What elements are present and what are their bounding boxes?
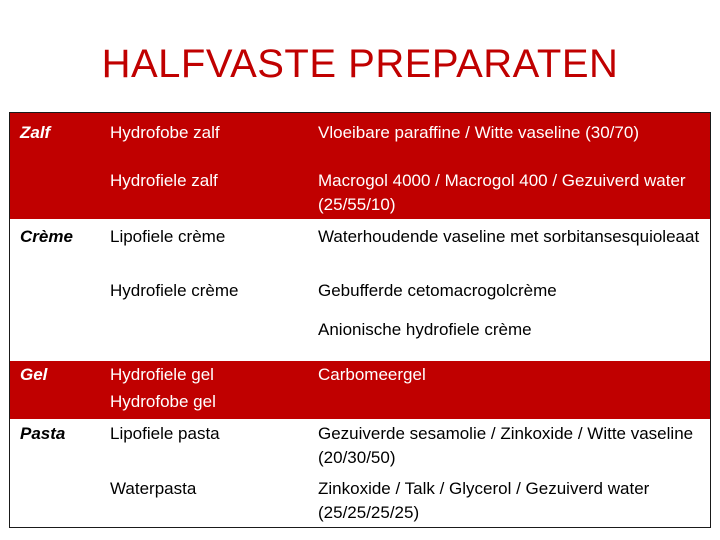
category-gel: Gel [20,365,48,384]
category-pasta: Pasta [20,424,66,443]
composition-hydrofiele-zalf: Macrogol 4000 / Macrogol 400 / Gezuiverd water (25/55/10) [318,171,686,214]
creme-section [10,219,710,361]
composition-hydrofiele-creme: Gebufferde cetomacrogolcrème [318,281,557,300]
zalf-section [10,113,710,219]
composition-carbomeergel: Carbomeergel [318,365,426,384]
type-hydrofiele-gel: Hydrofiele gel [110,365,214,384]
type-hydrofiele-creme: Hydrofiele crème [110,281,239,300]
composition-lipofiele-creme: Waterhoudende vaseline met sorbitansesquioleaat [318,227,700,246]
gel-section [10,361,710,419]
composition-hydrofobe-zalf: Vloeibare paraffine / Witte vaseline (30/70) [318,123,639,142]
composition-lipofiele-pasta: Gezuiverde sesamolie / Zinkoxide / Witte vaseline (20/30/50) [318,424,694,467]
category-creme: Crème [20,227,73,246]
type-hydrofobe-zalf: Hydrofobe zalf [110,123,220,142]
type-hydrofobe-gel: Hydrofobe gel [110,392,216,411]
type-lipofiele-creme: Lipofiele crème [110,227,226,246]
composition-anionische-creme: Anionische hydrofiele crème [318,320,532,339]
preparations-table [9,112,711,528]
type-hydrofiele-zalf: Hydrofiele zalf [110,171,218,190]
type-lipofiele-pasta: Lipofiele pasta [110,424,220,443]
pasta-section [10,419,710,527]
type-waterpasta: Waterpasta [110,479,197,498]
composition-waterpasta: Zinkoxide / Talk / Glycerol / Gezuiverd water (25/25/25/25) [318,479,650,522]
category-zalf: Zalf [20,123,51,142]
page-title: HALFVASTE PREPARATEN [101,42,619,86]
